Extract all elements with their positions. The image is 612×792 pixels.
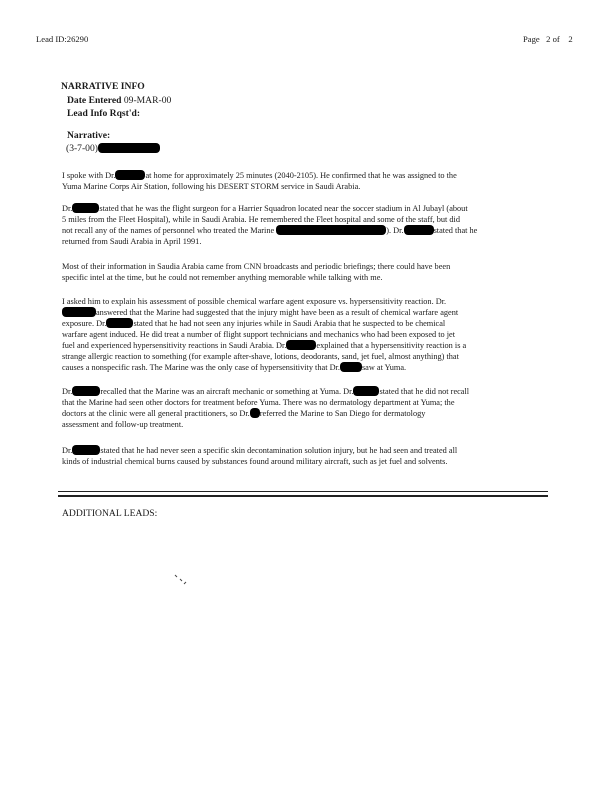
text: stated that he was the flight surgeon for a Harrier Squadron located near the soccer stadium in Al Jubayl (about — [99, 204, 468, 213]
text: returned from Saudi Arabia in April 1991. — [62, 237, 202, 246]
text: at home for approximately 25 minutes (2040-2105). He confirmed that he was assigned to the — [145, 171, 457, 180]
redaction — [286, 340, 316, 350]
section-title: NARRATIVE INFO — [61, 81, 145, 92]
text: stated that he had not seen any injuries while in Saudi Arabia that he suspected to be chemical — [133, 319, 446, 328]
text: answered that the Marine had suggested that the injury might have been as a result of chemical warfare agent — [96, 308, 459, 317]
text: explained that a hypersensitivity reaction is a — [316, 341, 467, 350]
text: saw at Yuma. — [361, 363, 407, 372]
redaction — [72, 203, 99, 213]
paragraph-2 — [62, 203, 550, 247]
redaction — [276, 225, 386, 235]
paragraph-4 — [62, 296, 550, 373]
text: that the Marine had seen other doctors for treatment before Yuma. There was no dermatology department at Yuma; the — [62, 398, 455, 407]
redaction — [340, 362, 362, 372]
redaction — [62, 307, 96, 317]
text: doctors at the clinic were all general practitioners, so Dr. — [62, 409, 250, 418]
text: causes a nonspecific rash. The Marine was the only case of hypersensitivity that Dr. — [62, 363, 340, 372]
text: not recall any of the names of personnel who treated the Marine — [62, 226, 275, 235]
text: stated that he did not recall — [379, 387, 470, 396]
text: Dr. — [62, 204, 73, 213]
date-entered-label: Date Entered — [67, 95, 122, 106]
text: strange allergic reaction to something (for example after-shave, lotions, deodorants, sand, jet fuel, almost anything) that — [62, 352, 459, 361]
redaction — [115, 170, 145, 180]
paragraph-5 — [62, 386, 550, 430]
lead-id: Lead ID:26290 — [36, 34, 89, 44]
text: I spoke with Dr. — [62, 171, 116, 180]
narrative-date-row — [66, 143, 160, 154]
date-entered-value: 09-MAR-00 — [123, 95, 172, 106]
paragraph-1 — [62, 170, 550, 192]
date-entered-row — [67, 95, 171, 106]
redaction — [106, 318, 133, 328]
paragraph-3 — [62, 261, 550, 283]
redaction — [72, 445, 100, 455]
additional-leads-label: ADDITIONAL LEADS: — [62, 508, 158, 519]
text: warfare agent induced. He did treat a number of flight support technicians and mechanics who had been exposed to jet — [62, 330, 456, 339]
text: Dr. — [62, 387, 73, 396]
text: I asked him to explain his assessment of possible chemical warfare agent exposure vs. hypersensitivity reaction. Dr. — [62, 297, 447, 306]
page-number: Page 2 of 2 — [523, 34, 573, 44]
text: exposure. Dr. — [62, 319, 107, 328]
redaction — [250, 408, 260, 418]
scan-marks — [172, 572, 192, 588]
lead-info-label: Lead Info Rqst'd: — [67, 108, 141, 119]
redaction — [72, 386, 100, 396]
text: Dr. — [62, 446, 73, 455]
text: specific intel at the time, but he could not remember anything memorable while talking with me. — [62, 273, 383, 282]
text: recalled that the Marine was an aircraft mechanic or something at Yuma. Dr. — [100, 387, 354, 396]
text: fuel and experienced hypersensitivity reactions in Saudi Arabia. Dr. — [62, 341, 287, 350]
text: assessment and follow-up treatment. — [62, 420, 184, 429]
text: stated that he — [433, 226, 478, 235]
redaction — [404, 225, 434, 235]
redaction — [353, 386, 379, 396]
text: 5 miles from the Fleet Hospital), while in Saudi Arabia. He remembered the Fleet hospital and some of the staff, but did — [62, 215, 461, 224]
text: Most of their information in Saudia Arabia came from CNN broadcasts and periodic briefings; there could have been — [62, 262, 451, 271]
text: stated that he had never seen a specific skin decontamination solution injury, but he had seen and treated all — [100, 446, 458, 455]
divider — [58, 495, 548, 497]
redaction — [98, 143, 160, 153]
text: Yuma Marine Corps Air Station, following his DESERT STORM service in Saudi Arabia. — [62, 182, 361, 191]
narrative-date: (3-7-00) — [66, 143, 98, 154]
text: ). Dr. — [386, 226, 404, 235]
text: kinds of industrial chemical burns caused by substances found around military aircraft, such as jet fuel and solvents. — [62, 457, 448, 466]
paragraph-6 — [62, 445, 550, 467]
divider — [58, 491, 548, 492]
narrative-label: Narrative: — [67, 130, 111, 141]
text: referred the Marine to San Diego for dermatology — [259, 409, 426, 418]
